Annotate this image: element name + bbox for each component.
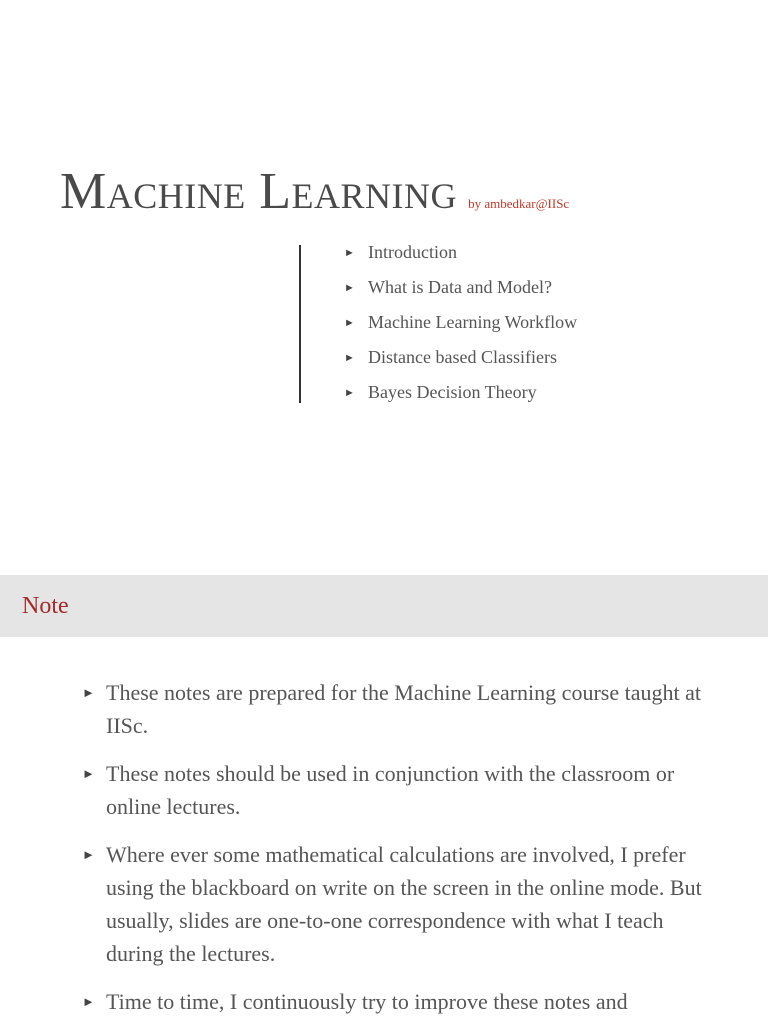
toc-item-label: Bayes Decision Theory xyxy=(368,382,537,402)
note-item xyxy=(80,757,720,823)
title-block xyxy=(60,160,569,224)
bullet-triangle-icon: ► xyxy=(344,352,355,364)
bullet-triangle-icon: ► xyxy=(344,282,355,294)
toc-item xyxy=(344,380,577,415)
bullet-triangle-icon: ► xyxy=(82,994,95,1009)
note-item-text: These notes should be used in conjunction with the classroom or online lectures. xyxy=(106,761,675,819)
toc-item-label: Machine Learning Workflow xyxy=(368,312,578,332)
bullet-triangle-icon: ► xyxy=(82,685,95,700)
bullet-triangle-icon: ► xyxy=(344,387,355,399)
note-item-text: Where ever some mathematical calculations are involved, I prefer using the blackboard on write on the screen in the online mode. But usually, slides are one-to-one correspondence with what I teach during the lectures. xyxy=(106,842,702,966)
bullet-triangle-icon: ► xyxy=(344,247,355,259)
table-of-contents xyxy=(344,240,577,415)
note-header-bar xyxy=(0,575,768,637)
page-title: Machine Learning xyxy=(60,163,457,220)
author-byline: by ambedkar@IISc xyxy=(468,196,570,211)
toc-item-label: Distance based Classifiers xyxy=(368,347,557,367)
toc-item xyxy=(344,345,577,380)
toc-item xyxy=(344,240,577,275)
toc-divider xyxy=(299,245,301,403)
note-list xyxy=(80,676,720,1024)
toc-item-label: Introduction xyxy=(368,242,457,262)
note-item-text: These notes are prepared for the Machine Learning course taught at IISc. xyxy=(106,680,701,738)
bullet-triangle-icon: ► xyxy=(344,317,355,329)
note-item xyxy=(80,985,720,1018)
note-item xyxy=(80,676,720,742)
note-item-text: Time to time, I continuously try to improve these notes and xyxy=(106,989,628,1014)
toc-item-label: What is Data and Model? xyxy=(368,277,552,297)
bullet-triangle-icon: ► xyxy=(82,847,95,862)
toc-item xyxy=(344,275,577,310)
toc-item xyxy=(344,310,577,345)
bullet-triangle-icon: ► xyxy=(82,766,95,781)
note-item xyxy=(80,838,720,970)
note-heading: Note xyxy=(22,593,69,619)
